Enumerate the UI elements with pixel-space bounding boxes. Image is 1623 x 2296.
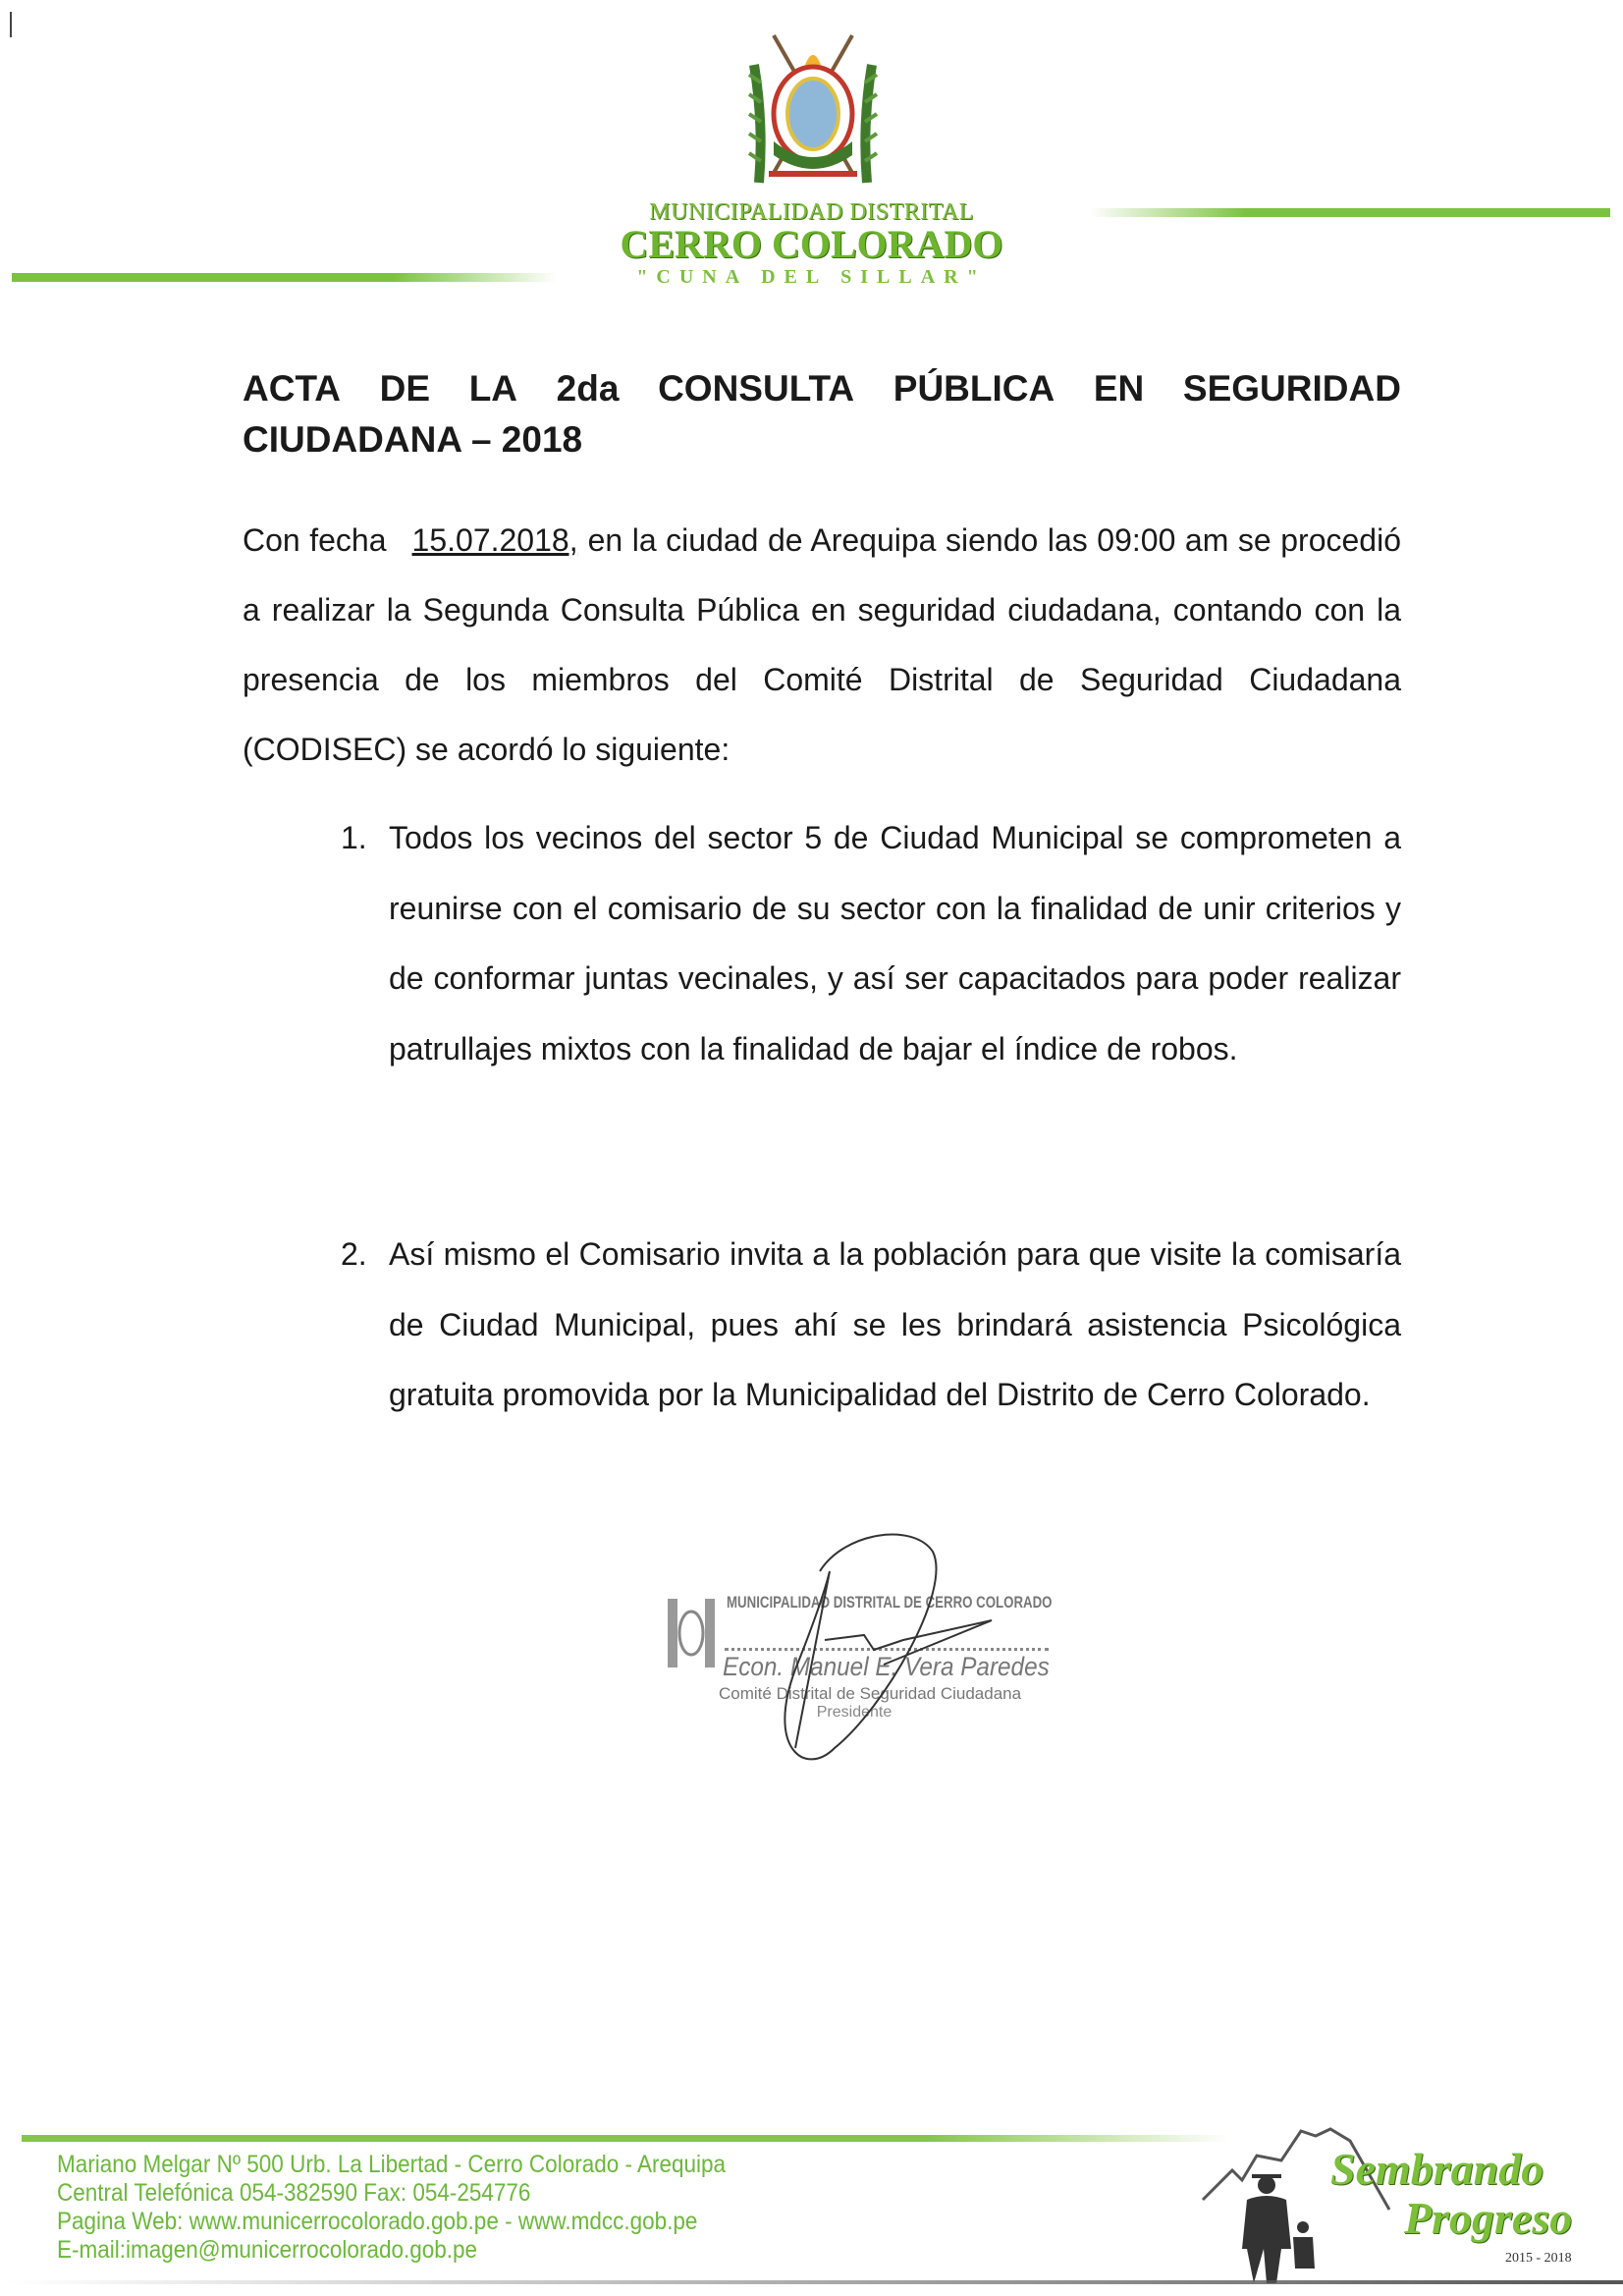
intro-text: en la ciudad de Arequipa siendo las 09:00 am se procedió a realizar la Segunda Consulta Pública en seguridad ciudadana, contando con la presencia de los miembros del Comité Distrital de Seguridad Ciudadana (CODISEC) se acordó lo siguiente: (243, 522, 1402, 767)
scan-mark (10, 12, 12, 37)
title-word: EN (1093, 368, 1145, 409)
org-name-line1: MUNICIPALIDAD DISTRITAL (649, 199, 974, 225)
document-title (243, 363, 1401, 465)
official-stamp (658, 1532, 1051, 1777)
org-name-line2: CERRO COLORADO (620, 222, 1003, 266)
page-edge-shadow (8, 2280, 1623, 2284)
list-item-text: Así mismo el Comisario invita a la población para que visite la comisaría de Ciudad Municipal, pues ahí se les brindará asistencia Psicológica gratuita promovida por la Municipalidad del Distrito de Cerro Colorado. (389, 1236, 1401, 1412)
list-item-text: Todos los vecinos del sector 5 de Ciudad Municipal se comprometen a reunirse con el comisario de su sector con la finalidad de unir criterios y de conformar juntas vecinales, y así ser capacitados para poder realizar patrullajes mixtos con la finalidad de bajar el índice de robos. (389, 820, 1401, 1066)
title-word: PÚBLICA (893, 368, 1055, 409)
logo-years: 2015 - 2018 (1505, 2251, 1572, 2266)
logo-text-line2: Progreso (1404, 2193, 1573, 2243)
stamp-institution: MUNICIPALIDAD DISTRITAL DE CERRO COLORADO (727, 1593, 1053, 1612)
coat-of-arms-logo (734, 26, 892, 194)
title-word: CONSULTA (658, 368, 855, 409)
title-word: LA (468, 368, 518, 409)
list-item-number: 2. (341, 1236, 367, 1272)
title-line1 (243, 363, 1401, 414)
footer-contact (57, 2151, 726, 2265)
meeting-date: 15.07.2018, (411, 522, 578, 558)
title-line2: CIUDADANA – 2018 (243, 419, 583, 460)
org-motto: "CUNA DEL SILLAR" (636, 266, 987, 288)
stamp-role: Presidente (816, 1704, 893, 1721)
handwritten-signature (658, 1532, 1051, 1777)
intro-paragraph (243, 506, 1401, 785)
title-word: SEGURIDAD (1182, 368, 1401, 409)
footer-email: E-mail:imagen@municerrocolorado.gob.pe (57, 2236, 478, 2264)
header-divider-left (12, 273, 557, 282)
title-word: 2da (556, 368, 620, 409)
footer-phone: Central Telefónica 054-382590 Fax: 054-254776 (57, 2179, 531, 2207)
sembrando-progreso-logo (1193, 2102, 1605, 2288)
footer-divider (22, 2135, 1229, 2142)
logo-text-line1: Sembrando (1330, 2144, 1544, 2194)
title-word: DE (379, 368, 431, 409)
list-item-number: 1. (341, 820, 367, 855)
header-divider-right (1090, 208, 1610, 217)
stamp-name: Econ. Manuel E. Vera Paredes (723, 1652, 1050, 1681)
intro-prefix: Con fecha (243, 522, 387, 558)
list-item (341, 803, 1401, 1084)
footer-web: Pagina Web: www.municerrocolorado.gob.pe - www.mdcc.gob.pe (57, 2208, 698, 2235)
title-word: ACTA (243, 368, 342, 409)
stamp-committee: Comité Distrital de Seguridad Ciudadana (719, 1684, 1022, 1703)
footer-address: Mariano Melgar Nº 500 Urb. La Libertad - Cerro Colorado - Arequipa (57, 2151, 727, 2178)
list-item (341, 1220, 1401, 1431)
